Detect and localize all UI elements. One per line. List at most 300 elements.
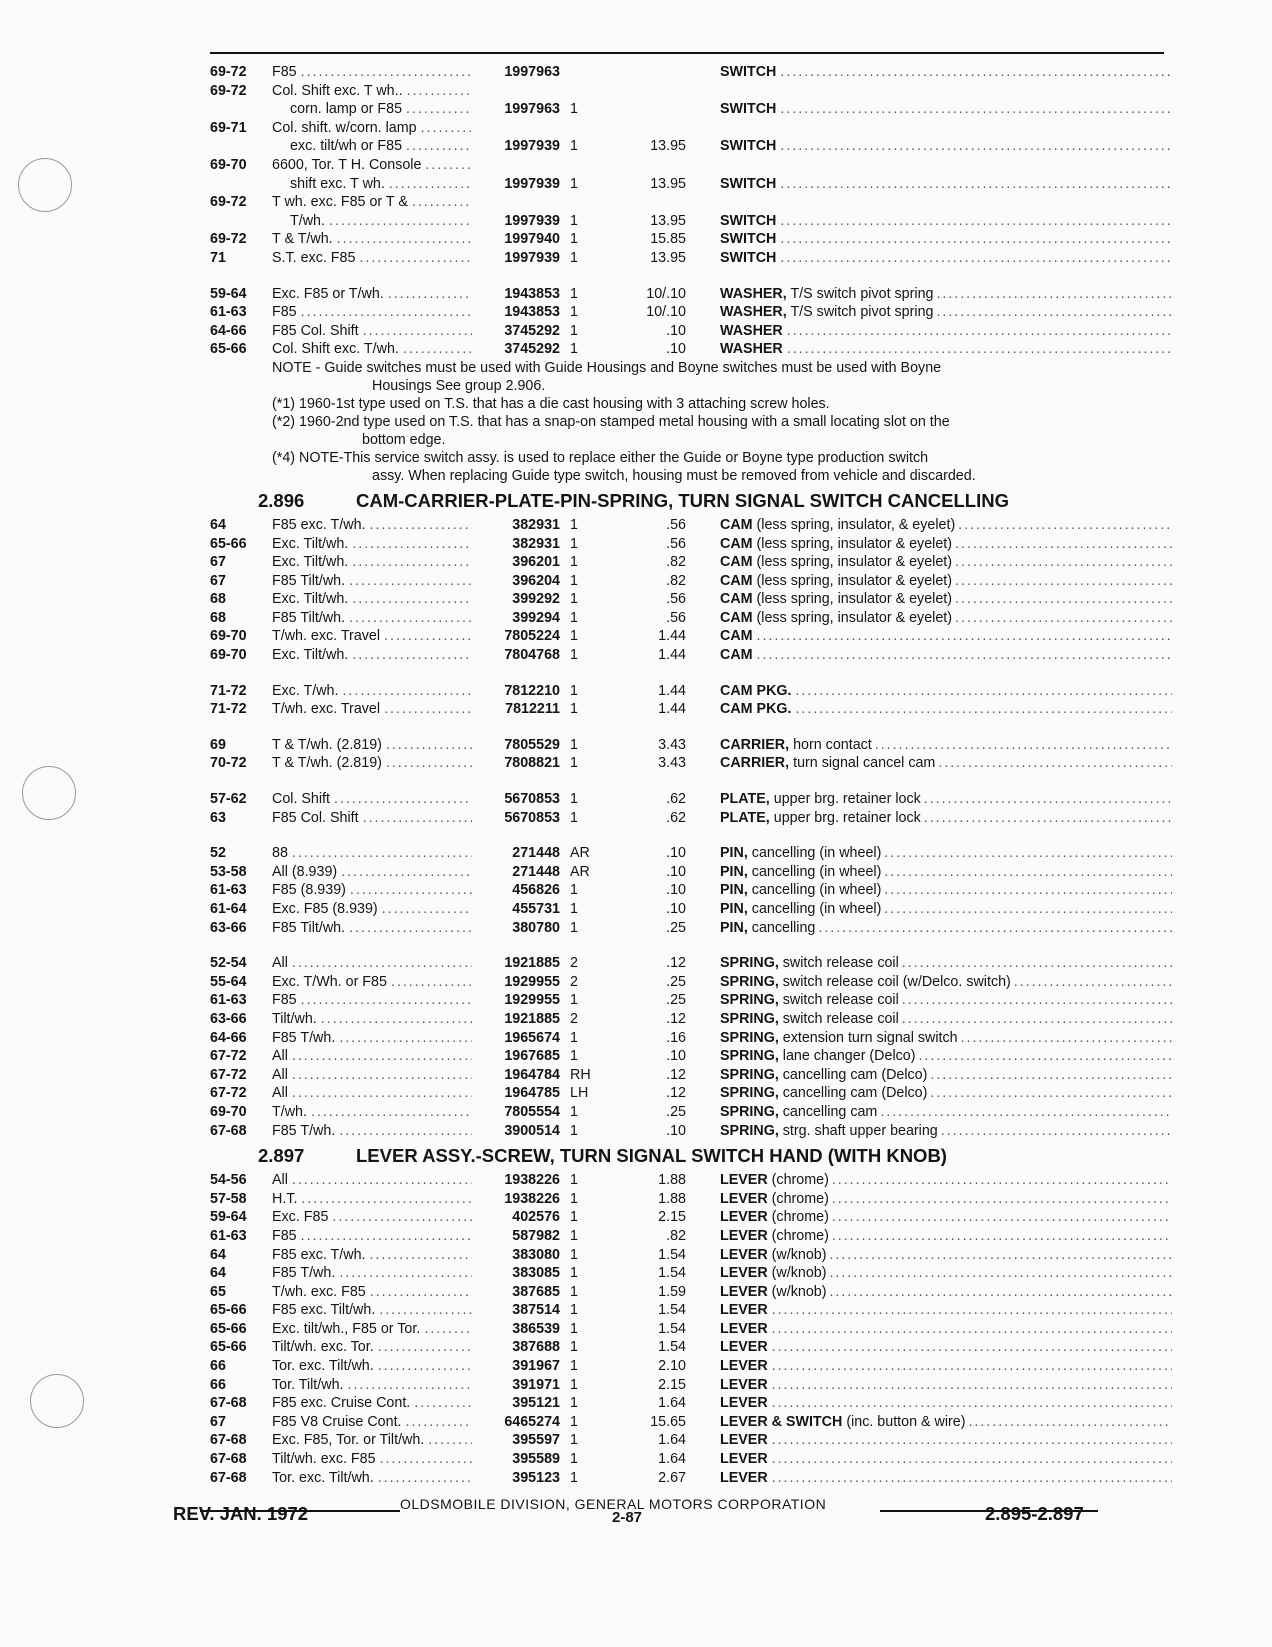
part-name: CARRIER, (720, 755, 790, 772)
quantity: 1 (570, 231, 578, 248)
quantity: AR (570, 845, 590, 862)
part-name: LEVER (720, 1358, 768, 1375)
quantity: 1 (570, 1395, 578, 1412)
year-range: 57-62 (210, 791, 247, 808)
year-range: 67 (210, 572, 226, 589)
price: 1.54 (658, 1320, 686, 1337)
part-detail: switch release coil (782, 1010, 899, 1027)
part-description (720, 137, 1172, 156)
part-name: WASHER, (720, 304, 787, 321)
section-heading-2897 (210, 1143, 1172, 1169)
year-range: 68 (210, 609, 226, 626)
quantity: 1 (570, 1469, 578, 1486)
part-detail: (chrome) (771, 1227, 829, 1244)
part-row (210, 790, 1172, 809)
section-title: LEVER ASSY.-SCREW, TURN SIGNAL SWITCH HAND (WITH KNOB) (356, 1145, 947, 1167)
year-range: 65-66 (210, 1339, 247, 1356)
part-number: 455731 (512, 901, 560, 917)
part-detail: lane changer (Delco) (782, 1048, 916, 1065)
application: Exc. F85 . . . (272, 1208, 472, 1227)
part-detail: cancelling (in wheel) (751, 901, 882, 917)
part-description (720, 572, 1172, 591)
application: F85 T/wh. . . . (272, 1122, 472, 1141)
part-description (720, 1103, 1172, 1122)
part-name: CAM (720, 628, 753, 645)
section-2896-rows (210, 516, 1172, 1140)
application: T/wh. exc. Travel . . . (272, 627, 472, 646)
price: 3.43 (658, 755, 686, 772)
part-number: 396201 (512, 554, 560, 571)
binder-hole-bottom (30, 1374, 84, 1428)
year-range: 55-64 (210, 973, 247, 990)
part-number: 395589 (512, 1451, 560, 1468)
part-detail: (chrome) (771, 1172, 829, 1189)
year-range: 65 (210, 1283, 226, 1300)
application: F85 exc. T/wh. . . . (272, 516, 472, 535)
application: All . . . (272, 1066, 472, 1085)
part-description (720, 1394, 1172, 1413)
application: F85 exc. Tilt/wh. . . . (272, 1301, 472, 1320)
quantity: 1 (570, 609, 578, 626)
year-range: 64-66 (210, 322, 247, 339)
part-row (210, 285, 1172, 304)
part-name: CAM PKG. (720, 682, 792, 699)
quantity: 2 (570, 955, 578, 972)
price: .82 (666, 554, 686, 571)
part-number: 399294 (512, 609, 560, 626)
application: Exc. T/wh. . . . (272, 682, 472, 701)
part-name: SWITCH (720, 138, 777, 155)
part-row (210, 572, 1172, 591)
note-2-cont: bottom edge. (362, 431, 446, 448)
part-detail: horn contact (793, 736, 872, 753)
year-range: 67 (210, 1413, 226, 1430)
application: F85 T/wh. . . . (272, 1029, 472, 1048)
application: exc. tilt/wh or F85 . . . (272, 137, 472, 156)
part-row (210, 646, 1172, 665)
application: T/wh. . . . (272, 212, 472, 231)
application: All . . . (272, 1171, 472, 1190)
group-gap (210, 827, 1172, 844)
part-name: LEVER (720, 1172, 768, 1189)
year-range: 63-66 (210, 919, 247, 936)
parts-listing (210, 63, 1172, 1487)
part-row (210, 249, 1172, 268)
price: .62 (666, 809, 686, 826)
part-row (210, 900, 1172, 919)
part-name: PIN, (720, 901, 748, 917)
part-number: 391967 (512, 1358, 560, 1375)
part-number: 1997963 (504, 64, 560, 80)
quantity: 1 (570, 516, 578, 533)
part-name: SWITCH (720, 101, 777, 118)
part-name: WASHER, (720, 285, 787, 302)
price: 13.95 (650, 212, 686, 229)
price: .25 (666, 992, 686, 1009)
part-description (720, 553, 1172, 572)
part-description (720, 212, 1172, 231)
part-description (720, 100, 1172, 119)
part-detail: (inc. button & wire) (846, 1413, 966, 1430)
part-group (210, 516, 1172, 665)
part-name: SPRING, (720, 1085, 779, 1102)
year-range: 54-56 (210, 1172, 247, 1189)
price: .10 (666, 1122, 686, 1139)
year-range: 66 (210, 1376, 226, 1393)
part-description (720, 285, 1172, 304)
part-detail: extension turn signal switch (782, 1029, 958, 1046)
quantity: LH (570, 1085, 589, 1102)
price: 13.95 (650, 249, 686, 266)
year-range: 57-58 (210, 1190, 247, 1207)
part-number: 1943853 (504, 304, 560, 321)
year-range: 65-66 (210, 1320, 247, 1337)
application: Tilt/wh. . . . (272, 1010, 472, 1029)
part-name: LEVER & SWITCH (720, 1413, 843, 1430)
application: F85 (8.939) . . . (272, 881, 472, 900)
application: F85 Tilt/wh. . . . (272, 609, 472, 628)
price: 1.54 (658, 1246, 686, 1263)
part-number: 387685 (512, 1283, 560, 1300)
part-description (720, 1047, 1172, 1066)
part-description (720, 1066, 1172, 1085)
price: .10 (666, 322, 686, 339)
part-number: 271448 (512, 863, 560, 880)
part-number: 1965674 (504, 1029, 560, 1046)
year-range: 67-68 (210, 1395, 247, 1412)
application: Tor. Tilt/wh. . . . (272, 1376, 472, 1395)
application: All (8.939) . . . (272, 863, 472, 882)
switch-rows (210, 63, 1172, 268)
application: Exc. Tilt/wh. . . . (272, 535, 472, 554)
year-range: 65-66 (210, 341, 247, 358)
part-number: 383080 (512, 1246, 560, 1263)
part-detail: (w/knob) (771, 1283, 827, 1300)
price: 13.95 (650, 175, 686, 192)
part-description (720, 863, 1172, 882)
application: Exc. T/Wh. or F85 . . . (272, 973, 472, 992)
part-number: 7805224 (504, 628, 560, 645)
year-range: 69-70 (210, 647, 247, 664)
revision-date: REV. JAN. 1972 (173, 1503, 309, 1524)
part-detail: strg. shaft upper bearing (782, 1122, 938, 1139)
price: .82 (666, 1227, 686, 1244)
part-number: 1997939 (504, 138, 560, 155)
group-gap (210, 268, 1172, 285)
part-detail: (less spring, insulator & eyelet) (756, 535, 953, 552)
part-detail: cancelling (in wheel) (751, 863, 882, 880)
quantity: 1 (570, 1048, 578, 1065)
part-row (210, 553, 1172, 572)
part-row (210, 627, 1172, 646)
part-number: 1943853 (504, 285, 560, 302)
part-detail: (less spring, insulator & eyelet) (756, 554, 953, 571)
year-range: 61-63 (210, 1227, 247, 1244)
application: T & T/wh. (2.819) . . . (272, 736, 472, 755)
part-row (210, 303, 1172, 322)
part-row (210, 137, 1172, 156)
year-range: 69 (210, 736, 226, 753)
part-description (720, 340, 1172, 359)
price: 15.65 (650, 1413, 686, 1430)
part-number: 1997963 (504, 101, 560, 118)
application: Tilt/wh. exc. F85 . . . (272, 1450, 472, 1469)
year-range: 64 (210, 1246, 226, 1263)
quantity: 1 (570, 755, 578, 772)
price: 2.15 (658, 1376, 686, 1393)
part-name: PIN, (720, 882, 748, 899)
year-range: 69-72 (210, 194, 247, 211)
application: T/wh. . . . (272, 1103, 472, 1122)
quantity: 1 (570, 285, 578, 302)
page-number: 2-87 (612, 1509, 643, 1526)
year-range: 67-68 (210, 1122, 247, 1139)
part-name: CAM (720, 647, 753, 664)
year-range: 69-70 (210, 1103, 247, 1120)
part-detail: (w/knob) (771, 1265, 827, 1282)
part-detail: (less spring, insulator, & eyelet) (756, 516, 956, 533)
part-row (210, 1264, 1172, 1283)
part-name: CAM (720, 516, 753, 533)
price: 1.54 (658, 1339, 686, 1356)
part-name: SPRING, (720, 992, 779, 1009)
quantity: 1 (570, 1190, 578, 1207)
part-number: 399292 (512, 591, 560, 608)
part-number: 391971 (512, 1376, 560, 1393)
part-description (720, 736, 1172, 755)
part-name: PIN, (720, 863, 748, 880)
part-name: SWITCH (720, 175, 777, 192)
part-name: PIN, (720, 919, 748, 936)
price: 1.44 (658, 647, 686, 664)
price: .56 (666, 591, 686, 608)
price: .56 (666, 516, 686, 533)
price: .10 (666, 882, 686, 899)
application: Exc. F85, Tor. or Tilt/wh. . . . (272, 1431, 472, 1450)
year-range: 69-72 (210, 64, 247, 80)
part-row (210, 863, 1172, 882)
price: 1.64 (658, 1451, 686, 1468)
part-row (210, 1103, 1172, 1122)
part-number: 7812210 (504, 682, 560, 699)
quantity: 1 (570, 1122, 578, 1139)
application: All . . . (272, 954, 472, 973)
binder-hole-top (18, 158, 72, 212)
year-range: 67 (210, 554, 226, 571)
part-description (720, 844, 1172, 863)
part-number: 5670853 (504, 791, 560, 808)
year-range: 67-72 (210, 1085, 247, 1102)
quantity: 1 (570, 591, 578, 608)
part-row (210, 1413, 1172, 1432)
price: 1.64 (658, 1432, 686, 1449)
application: Col. Shift exc. T/wh. . . . (272, 340, 472, 359)
application: Exc. tilt/wh., F85 or Tor. . . . (272, 1320, 472, 1339)
part-number: 382931 (512, 516, 560, 533)
part-number: 1921885 (504, 1010, 560, 1027)
year-range: 59-64 (210, 1209, 247, 1226)
part-description (720, 1338, 1172, 1357)
price: 10/.10 (646, 285, 686, 302)
price: 10/.10 (646, 304, 686, 321)
quantity: 1 (570, 628, 578, 645)
part-description (720, 900, 1172, 919)
year-range: 69-72 (210, 82, 247, 99)
part-number: 7804768 (504, 647, 560, 664)
application: 6600, Tor. T H. Console . . . (272, 156, 472, 175)
part-detail: upper brg. retainer lock (773, 809, 921, 826)
year-range: 61-63 (210, 882, 247, 899)
part-name: CAM (720, 535, 753, 552)
part-name: LEVER (720, 1451, 768, 1468)
part-number: 402576 (512, 1209, 560, 1226)
quantity: 1 (570, 1358, 578, 1375)
year-range: 69-70 (210, 628, 247, 645)
part-number: 1929955 (504, 973, 560, 990)
part-row (210, 881, 1172, 900)
section-number: 2.897 (258, 1145, 305, 1167)
part-name: SWITCH (720, 64, 777, 80)
part-description (720, 1010, 1172, 1029)
quantity: 1 (570, 1227, 578, 1244)
part-group (210, 682, 1172, 719)
application: F85 Tilt/wh. . . . (272, 919, 472, 938)
section-title: CAM-CARRIER-PLATE-PIN-SPRING, TURN SIGNAL SWITCH CANCELLING (356, 489, 1009, 511)
application: All . . . (272, 1084, 472, 1103)
part-name: SPRING, (720, 973, 779, 990)
year-range: 64-66 (210, 1029, 247, 1046)
note-4-cont: assy. When replacing Guide type switch, housing must be removed from vehicle and discarded. (372, 467, 976, 484)
price: 1.54 (658, 1265, 686, 1282)
quantity: 1 (570, 249, 578, 266)
part-number: 3745292 (504, 341, 560, 358)
year-range: 65-66 (210, 1302, 247, 1319)
year-range: 66 (210, 1358, 226, 1375)
part-name: SWITCH (720, 212, 777, 229)
quantity: 1 (570, 809, 578, 826)
part-name: PIN, (720, 845, 748, 862)
part-detail: (w/knob) (771, 1246, 827, 1263)
part-name: CAM (720, 554, 753, 571)
note-1: (*1) 1960-1st type used on T.S. that has a die cast housing with 3 attaching screw holes. (272, 395, 830, 412)
part-row (210, 1469, 1172, 1488)
part-detail: cancelling (in wheel) (751, 882, 882, 899)
application: Exc. Tilt/wh. . . . (272, 646, 472, 665)
application: S.T. exc. F85 . . . (272, 249, 472, 268)
quantity: 1 (570, 1209, 578, 1226)
part-name: SWITCH (720, 231, 777, 248)
note-guide-boyne-cont: Housings See group 2.906. (372, 377, 546, 394)
quantity: 1 (570, 138, 578, 155)
part-description (720, 249, 1172, 268)
part-row (210, 193, 1172, 212)
part-name: LEVER (720, 1320, 768, 1337)
part-name: LEVER (720, 1469, 768, 1486)
price: .25 (666, 973, 686, 990)
part-number: 1997939 (504, 212, 560, 229)
part-description (720, 1208, 1172, 1227)
part-name: LEVER (720, 1302, 768, 1319)
part-description (720, 1029, 1172, 1048)
part-description (720, 646, 1172, 665)
part-number: 396204 (512, 572, 560, 589)
year-range: 53-58 (210, 863, 247, 880)
year-range: 52 (210, 845, 226, 862)
part-description (720, 627, 1172, 646)
price: .10 (666, 845, 686, 862)
application: Exc. Tilt/wh. . . . (272, 553, 472, 572)
price: .56 (666, 609, 686, 626)
part-row (210, 954, 1172, 973)
part-number: 1964785 (504, 1085, 560, 1102)
application: F85 . . . (272, 1227, 472, 1246)
price: 2.10 (658, 1358, 686, 1375)
application: F85 Col. Shift . . . (272, 322, 472, 341)
part-name: LEVER (720, 1190, 768, 1207)
part-name: CARRIER, (720, 736, 790, 753)
year-range: 67-68 (210, 1451, 247, 1468)
quantity: 1 (570, 1172, 578, 1189)
part-name: LEVER (720, 1339, 768, 1356)
part-name: LEVER (720, 1246, 768, 1263)
notes-block (210, 359, 1172, 485)
part-description (720, 1357, 1172, 1376)
part-description (720, 919, 1172, 938)
price: 1.44 (658, 682, 686, 699)
part-row (210, 1122, 1172, 1141)
application: F85 . . . (272, 991, 472, 1010)
group-gap (210, 665, 1172, 682)
part-name: WASHER (720, 341, 783, 358)
part-detail: cancelling (751, 919, 816, 936)
top-rule (210, 52, 1164, 54)
year-range: 67-68 (210, 1432, 247, 1449)
part-row (210, 1246, 1172, 1265)
part-row (210, 119, 1172, 138)
year-range: 67-68 (210, 1469, 247, 1486)
application: T & T/wh. . . . (272, 230, 472, 249)
part-number: 395123 (512, 1469, 560, 1486)
application: F85 Tilt/wh. . . . (272, 572, 472, 591)
note-4: (*4) NOTE-This service switch assy. is used to replace either the Guide or Boyne type production switch (272, 449, 929, 466)
part-name: LEVER (720, 1376, 768, 1393)
quantity: 1 (570, 919, 578, 936)
part-number: 387688 (512, 1339, 560, 1356)
price: .82 (666, 572, 686, 589)
quantity: 1 (570, 1103, 578, 1120)
part-group (210, 844, 1172, 937)
part-number: 3900514 (504, 1122, 560, 1139)
year-range: 69-71 (210, 119, 247, 136)
year-range: 52-54 (210, 955, 247, 972)
part-row (210, 844, 1172, 863)
part-row (210, 1376, 1172, 1395)
quantity: 1 (570, 572, 578, 589)
quantity: 1 (570, 1413, 578, 1430)
part-description (720, 175, 1172, 194)
part-detail: cancelling cam (782, 1103, 878, 1120)
part-row (210, 1283, 1172, 1302)
part-description (720, 790, 1172, 809)
part-description (720, 303, 1172, 322)
application: Exc. F85 or T/wh. . . . (272, 285, 472, 304)
part-row (210, 1450, 1172, 1469)
year-range: 64 (210, 1265, 226, 1282)
application: F85 exc. Cruise Cont. . . . (272, 1394, 472, 1413)
quantity: 1 (570, 1283, 578, 1300)
year-range: 64 (210, 516, 226, 533)
part-number: 7808821 (504, 755, 560, 772)
